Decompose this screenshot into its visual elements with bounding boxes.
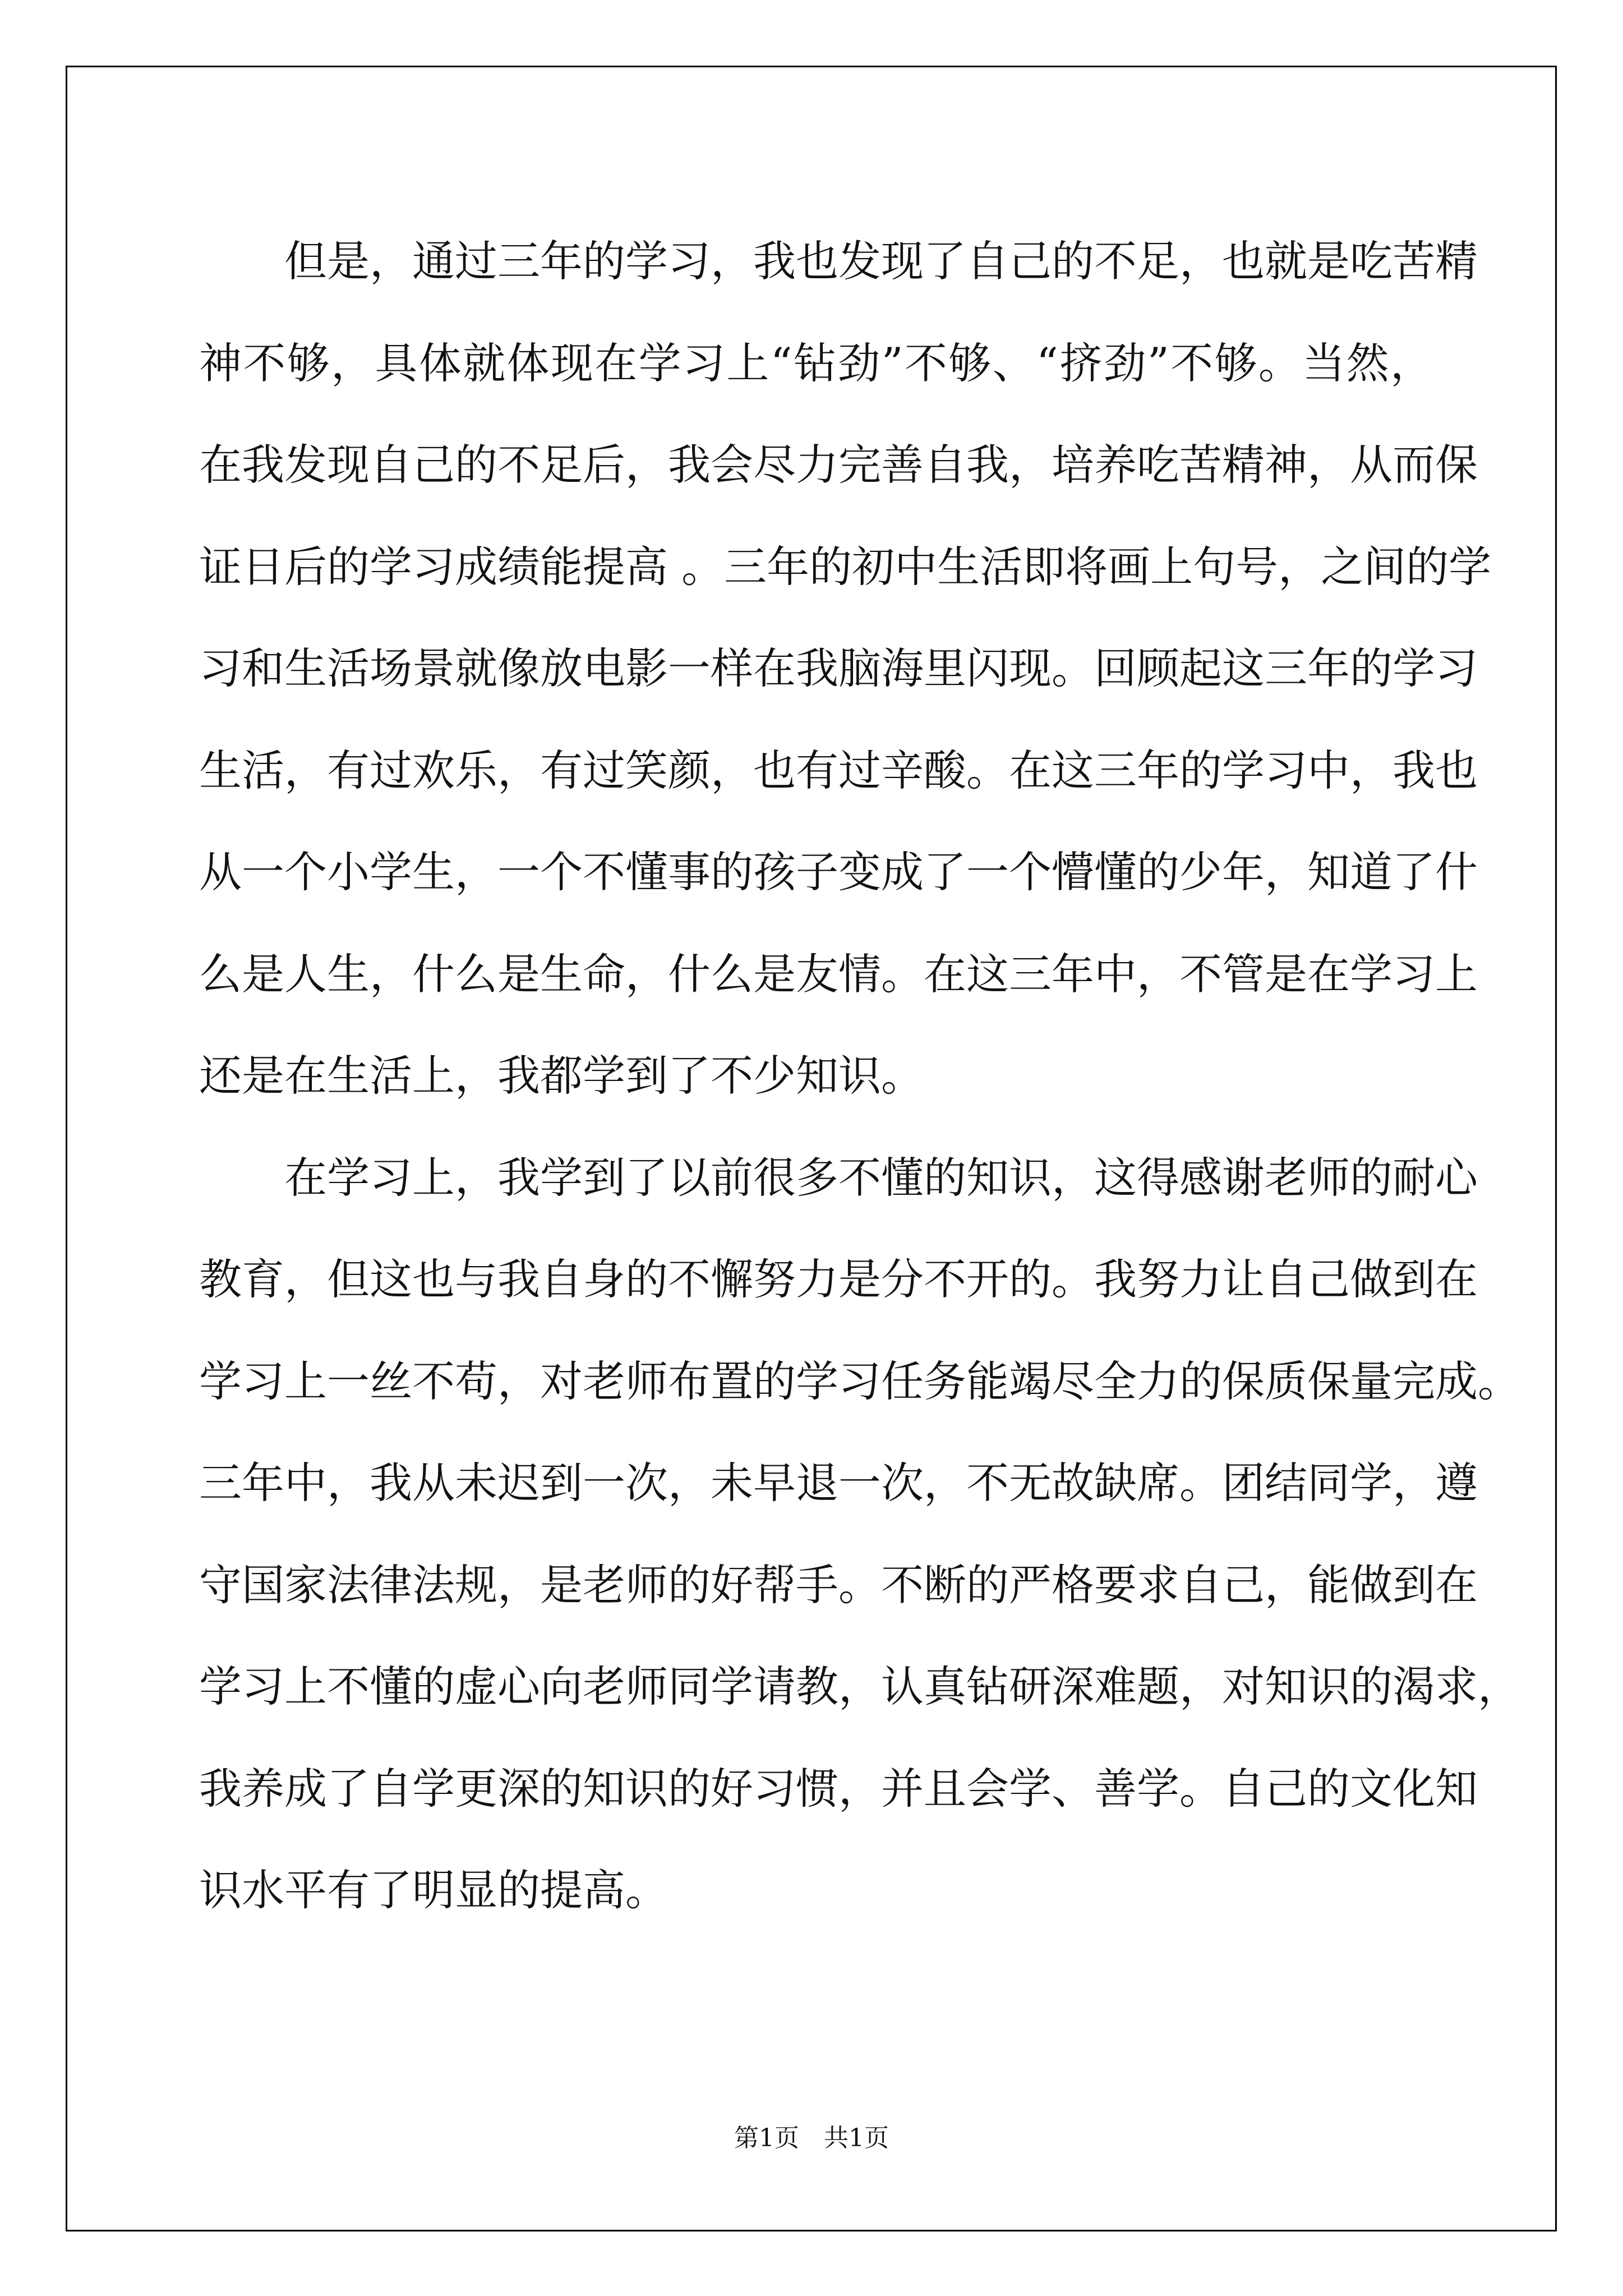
paragraph-2-line-2: 教育，但这也与我自身的不懈努力是分不开的。我努力让自己做到在 [199,1254,1478,1304]
paragraph-2-line-7: 我养成了自学更深的知识的好习惯，并且会学、善学。自己的文化知 [199,1763,1478,1814]
paragraph-2-line-5: 守国家法律法规，是老师的好帮手。不断的严格要求自己，能做到在 [199,1559,1478,1610]
paragraph-2-line-1: 在学习上，我学到了以前很多不懂的知识，这得感谢老师的耐心 [284,1152,1478,1203]
paragraph-1-line-9: 还是在生活上，我都学到了不少知识。 [199,1051,924,1101]
paragraph-1-line-2: 神不够，具体就体现在学习上“钻劲”不够、“挤劲”不够。当然， [199,338,1433,388]
page-footer: 第1页 共1页 [734,2124,889,2152]
paragraph-1-line-4: 证日后的学习成绩能提高 。三年的初中生活即将画上句号，之间的学 [199,541,1492,592]
paragraph-2-line-3: 学习上一丝不苟，对老师布置的学习任务能竭尽全力的保质保量完成。 [199,1356,1520,1406]
paragraph-1-line-7: 从一个小学生，一个不懂事的孩子变成了一个懵懂的少年，知道了什 [199,847,1478,897]
paragraph-1-line-6: 生活，有过欢乐，有过笑颜，也有过辛酸。在这三年的学习中，我也 [199,745,1478,795]
paragraph-1-line-1: 但是，通过三年的学习，我也发现了自己的不足，也就是吃苦精 [284,236,1478,286]
paragraph-1-line-5: 习和生活场景就像放电影一样在我脑海里闪现。回顾起这三年的学习 [199,643,1478,693]
paragraph-2-line-4: 三年中，我从未迟到一次，未早退一次，不无故缺席。团结同学，遵 [199,1458,1478,1508]
paragraph-2-line-8: 识水平有了明显的提高。 [199,1865,668,1915]
paragraph-2-line-6: 学习上不懂的虚心向老师同学请教，认真钻研深难题，对知识的渴求， [199,1662,1520,1711]
paragraph-1-line-8: 么是人生，什么是生命，什么是友情。在这三年中，不管是在学习上 [199,949,1478,999]
paragraph-1-line-3: 在我发现自己的不足后，我会尽力完善自我，培养吃苦精神，从而保 [199,440,1478,490]
document-body [199,210,1520,1941]
